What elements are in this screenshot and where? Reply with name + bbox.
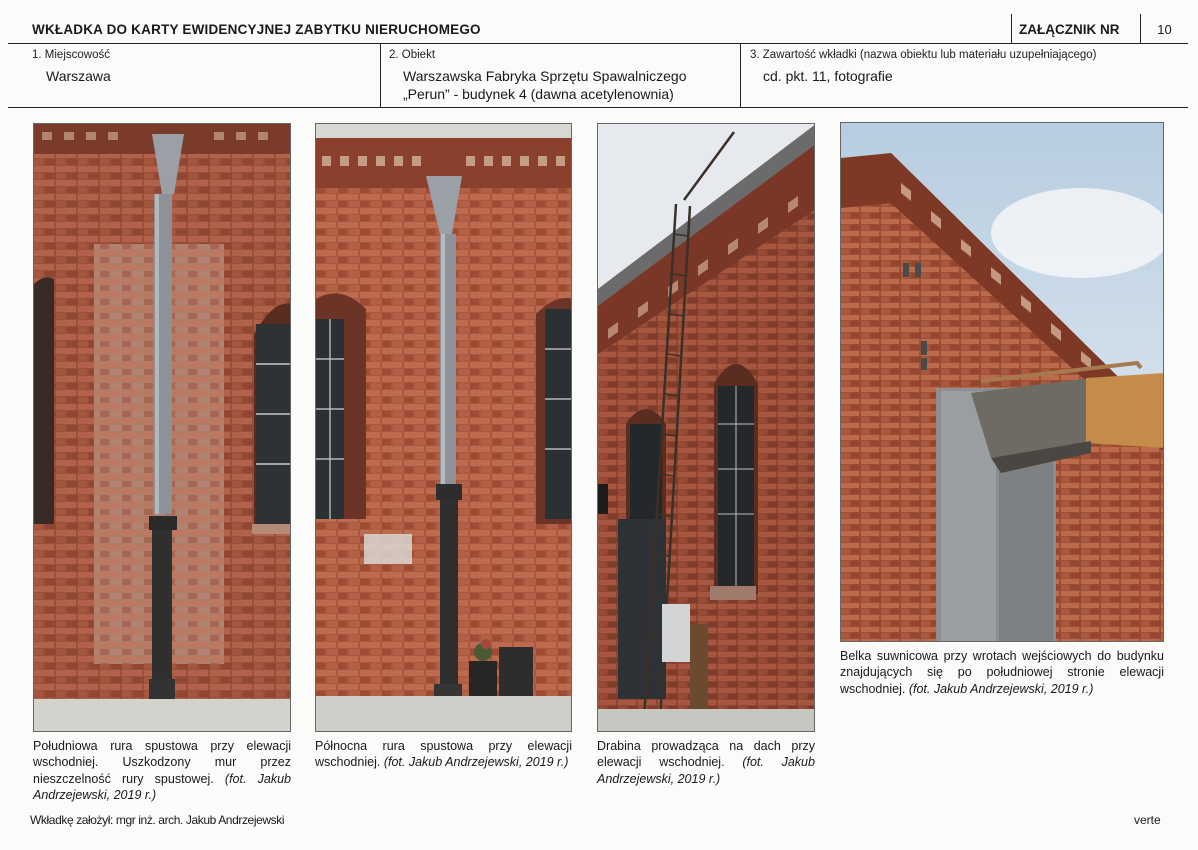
photo-credit: (fot. Jakub Andrzejewski, 2019 r.) — [597, 755, 815, 786]
page-number: 10 — [1140, 14, 1188, 44]
contents-label: 3. Zawartość wkładki (nazwa obiektu lub materiału uzupełniającego) — [750, 49, 1097, 61]
caption-photo-1 — [33, 738, 291, 804]
header-bar — [8, 14, 1188, 44]
annex-label: ZAŁĄCZNIK NR — [1011, 14, 1141, 44]
photo-north-downpipe — [315, 123, 572, 732]
photo-crane-beam — [840, 122, 1164, 642]
object-label: 2. Obiekt — [389, 49, 436, 61]
photo-south-downpipe — [33, 123, 291, 732]
object-value — [403, 67, 687, 103]
locality-field — [8, 44, 380, 108]
object-value-line1: Warszawska Fabryka Sprzętu Spawalniczego — [403, 68, 687, 84]
caption-text: Drabina prowadząca na dach przy elewacji wschodniej. — [597, 739, 815, 770]
photo-credit: (fot. Jakub Andrzejewski, 2019 r.) — [33, 771, 291, 803]
caption-photo-4 — [840, 648, 1164, 697]
document-title: WKŁADKA DO KARTY EWIDENCYJNEJ ZABYTKU NIERUCHOMEGO — [32, 22, 481, 37]
caption-text: Belka suwnicowa przy wrotach wejściowych do budynku znajdujących się po południowej stronie elewacji wschodniej. — [840, 649, 1164, 696]
photo-credit: (fot. Jakub Andrzejewski, 2019 r.) — [383, 755, 569, 770]
fields-row — [8, 44, 1188, 108]
caption-photo-3 — [597, 738, 815, 787]
photo-credit: (fot. Jakub Andrzejewski, 2019 r.) — [908, 681, 1094, 696]
caption-text: Południowa rura spustowa przy elewacji wschodniej. Uszkodzony mur przez nieszczelność rury spustowej. — [33, 739, 291, 786]
caption-text: Północna rura spustowa przy elewacji wschodniej. — [315, 739, 572, 770]
locality-value: Warszawa — [46, 68, 111, 84]
footer-verte: verte — [1134, 813, 1161, 827]
object-field — [380, 44, 740, 108]
locality-label: 1. Miejscowość — [32, 49, 110, 61]
caption-photo-2 — [315, 738, 572, 771]
contents-field — [740, 44, 1188, 108]
contents-value: cd. pkt. 11, fotografie — [763, 68, 893, 84]
footer-author: Wkładkę założył: mgr inż. arch. Jakub Andrzejewski — [30, 813, 285, 827]
photo-roof-ladder — [597, 123, 815, 732]
object-value-line2: „Perun” - budynek 4 (dawna acetylenownia) — [403, 86, 674, 102]
